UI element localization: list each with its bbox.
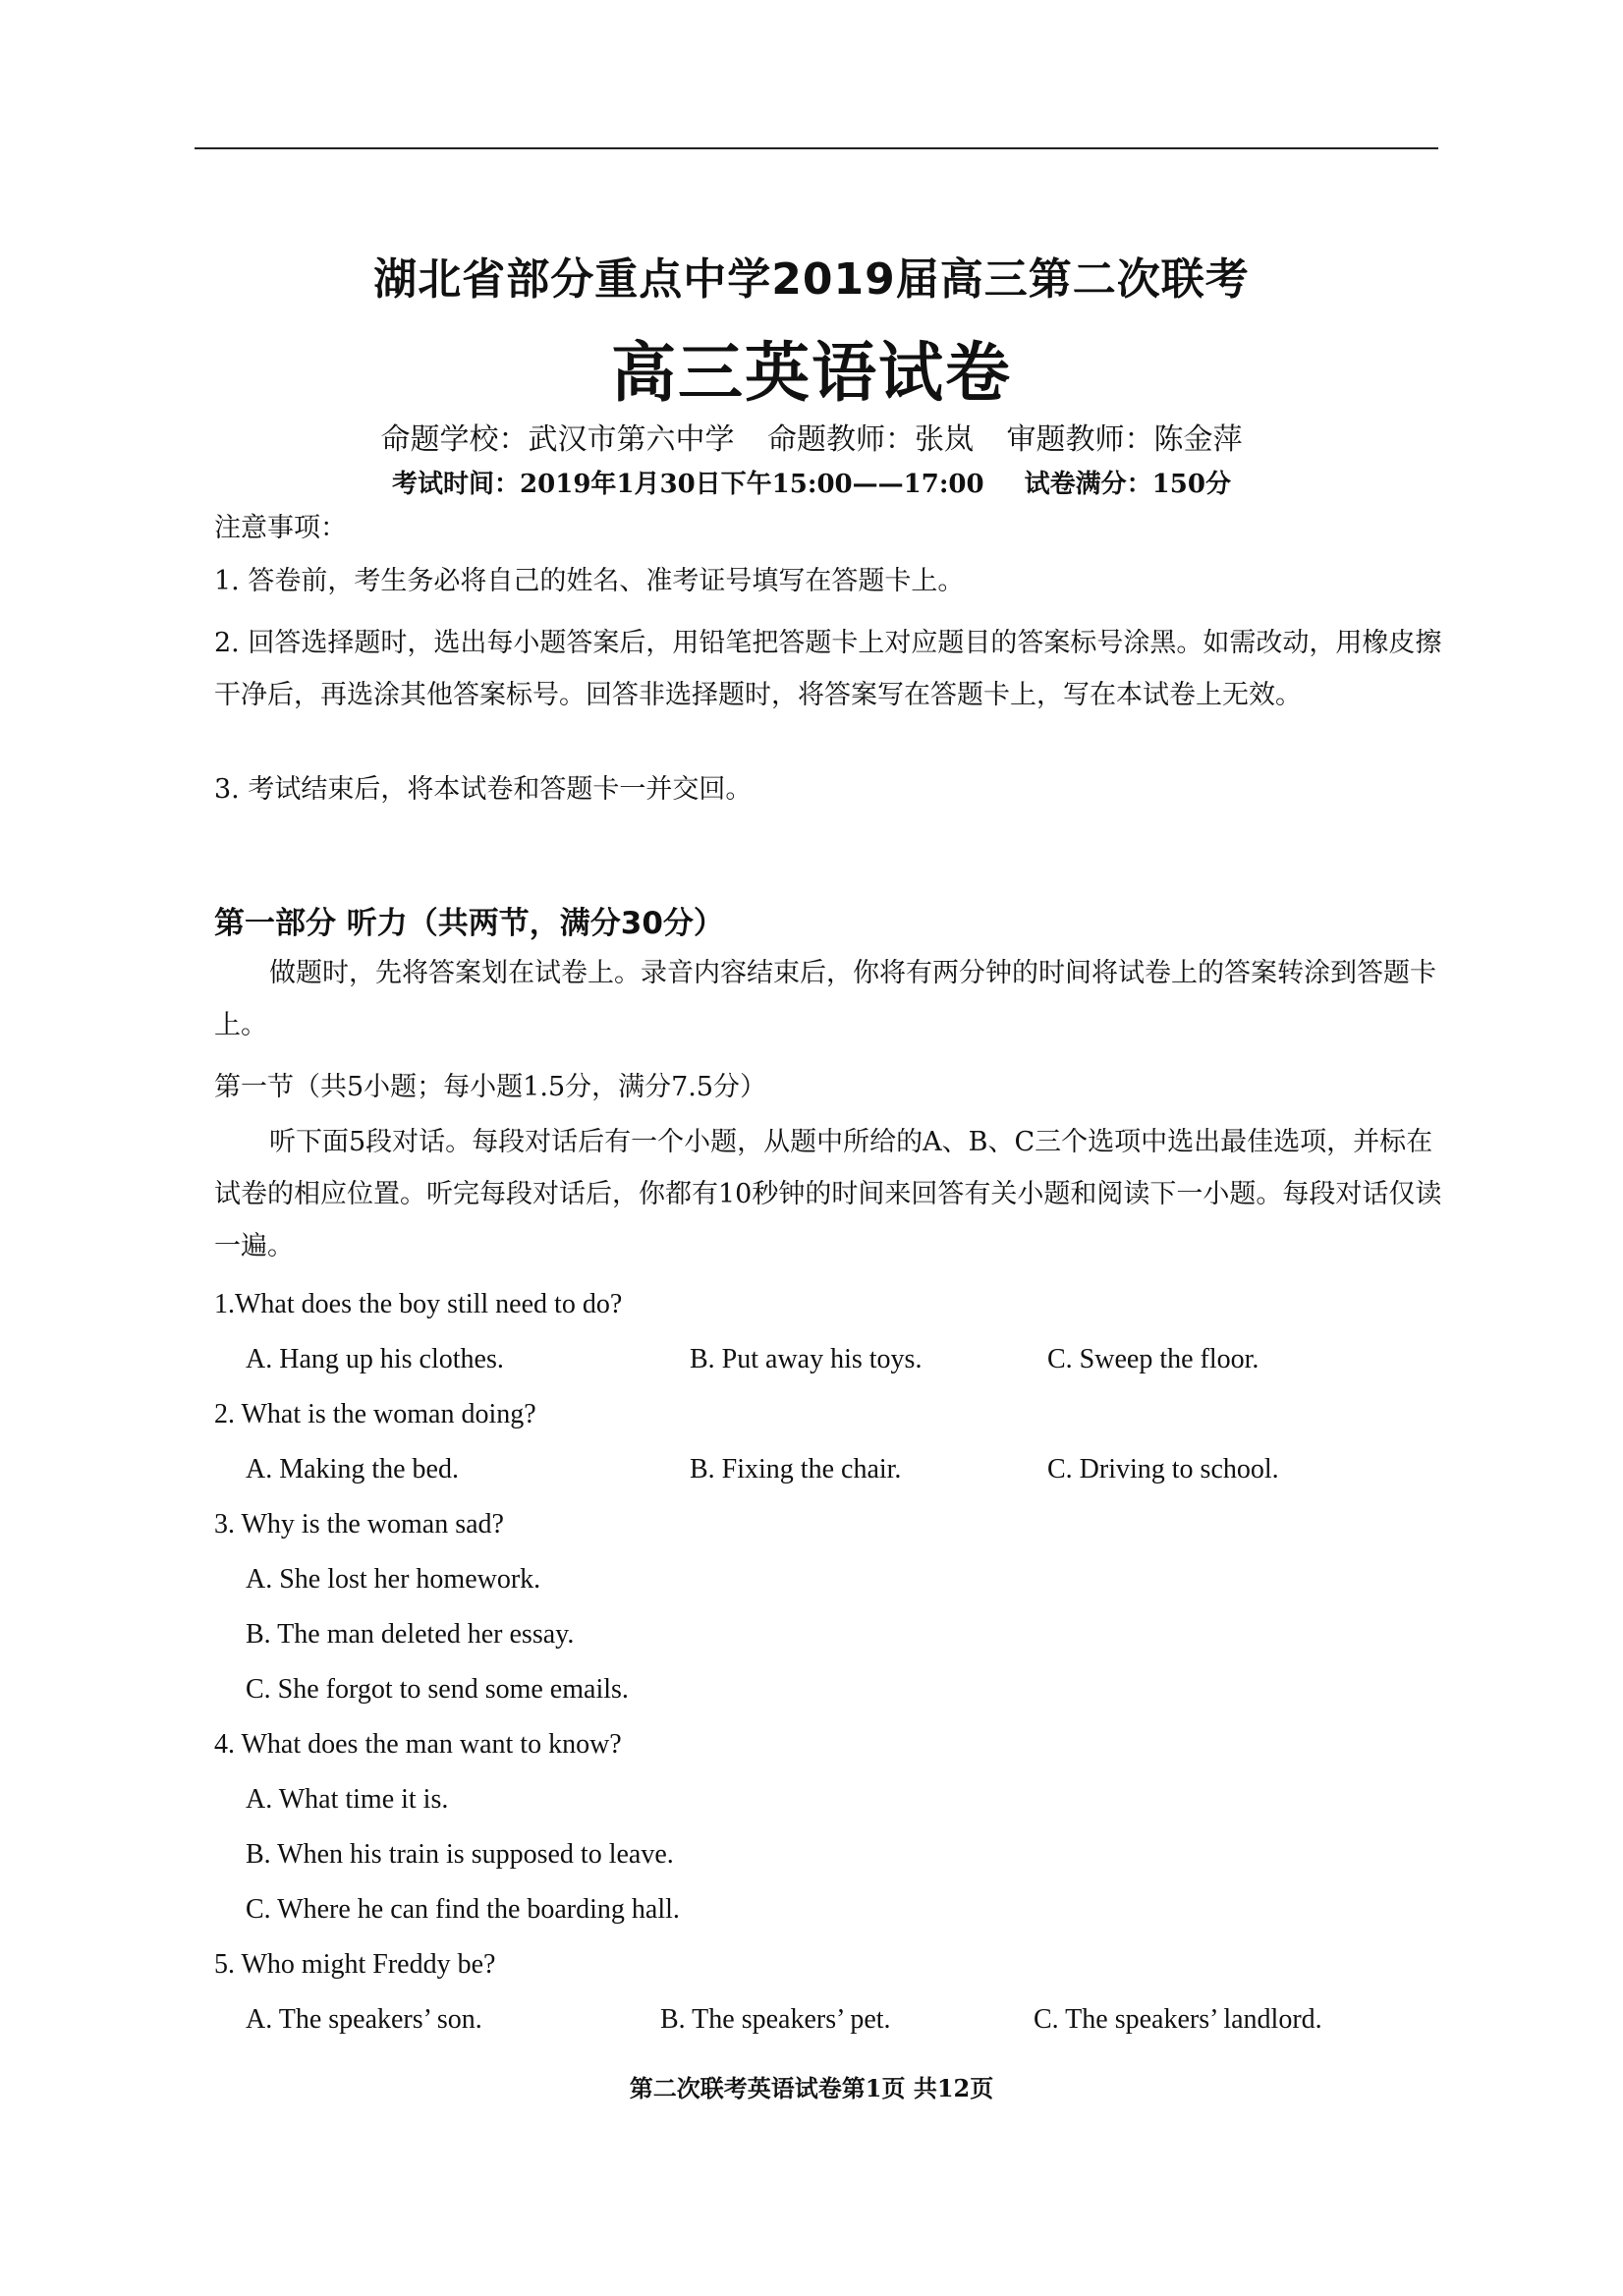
section1-intro: 听下面5段对话。每段对话后有一个小题，从题中所给的A、B、C三个选项中选出最佳选项，并标在试卷的相应位置。听完每段对话后，你都有10秒钟的时间来回答有关小题和阅读下一小题。每段对话仅读一遍。: [214, 1127, 1442, 1261]
reviewer-label: 审题教师：陈金萍: [1006, 422, 1243, 457]
question-3-option-b: B. The man deleted her essay.: [246, 1619, 575, 1650]
part1-intro: 做题时，先将答案划在试卷上。录音内容结束后，你将有两分钟的时间将试卷上的答案转涂到答题卡上。: [214, 958, 1436, 1040]
question-5-option-c: C. The speakers’ landlord.: [1034, 2004, 1322, 2035]
question-5-stem: 5. Who might Freddy be?: [214, 1949, 496, 1980]
setter-label: 命题教师：张岚: [767, 422, 974, 457]
question-2-option-a: A. Making the bed.: [246, 1454, 459, 1484]
top-rule: [195, 147, 1438, 149]
exam-title: 湖北省部分重点中学2019届高三第二次联考: [373, 254, 1250, 305]
notes-title: 注意事项：: [214, 513, 347, 543]
note-item-3: 3. 考试结束后，将本试卷和答题卡一并交回。: [214, 774, 753, 805]
section1-heading: 第一节（共5小题；每小题1.5分，满分7.5分）: [214, 1072, 767, 1102]
question-1-option-c: C. Sweep the floor.: [1047, 1344, 1259, 1374]
question-4-option-c: C. Where he can find the boarding hall.: [246, 1894, 680, 1925]
question-4-option-a: A. What time it is.: [246, 1784, 449, 1815]
exam-time: 考试时间：2019年1月30日下午15:00——17:00: [392, 470, 984, 499]
exam-subtitle: 高三英语试卷: [611, 335, 1012, 411]
part1-heading: 第一部分 听力（共两节，满分30分）: [214, 906, 724, 941]
question-1-option-a: A. Hang up his clothes.: [246, 1344, 504, 1374]
note-item-2: 2. 回答选择题时，选出每小题答案后，用铅笔把答题卡上对应题目的答案标号涂黑。如需改动，用橡皮擦干净后，再选涂其他答案标号。回答非选择题时，将答案写在答题卡上，写在本试卷上无效。: [214, 628, 1442, 710]
question-1-option-b: B. Put away his toys.: [690, 1344, 923, 1374]
exam-info-line: [0, 464, 1623, 500]
question-4-option-b: B. When his train is supposed to leave.: [246, 1839, 674, 1870]
question-2-option-c: C. Driving to school.: [1047, 1454, 1279, 1484]
exam-score: 试卷满分：150分: [1024, 470, 1231, 499]
question-3-option-a: A. She lost her homework.: [246, 1564, 541, 1595]
school-label: 命题学校：武汉市第六中学: [380, 422, 735, 457]
question-3-option-c: C. She forgot to send some emails.: [246, 1674, 629, 1705]
credits-line: [0, 415, 1623, 458]
question-2-option-b: B. Fixing the chair.: [690, 1454, 902, 1484]
question-1-stem: 1.What does the boy still need to do?: [214, 1289, 623, 1319]
question-3-stem: 3. Why is the woman sad?: [214, 1509, 504, 1540]
question-5-option-a: A. The speakers’ son.: [246, 2004, 482, 2035]
note-item-1: 1. 答卷前，考生务必将自己的姓名、准考证号填写在答题卡上。: [214, 566, 965, 596]
page-footer: 第二次联考英语试卷第1页 共12页: [629, 2074, 994, 2102]
question-5-option-b: B. The speakers’ pet.: [660, 2004, 891, 2035]
question-4-stem: 4. What does the man want to know?: [214, 1729, 622, 1760]
question-2-stem: 2. What is the woman doing?: [214, 1399, 536, 1429]
